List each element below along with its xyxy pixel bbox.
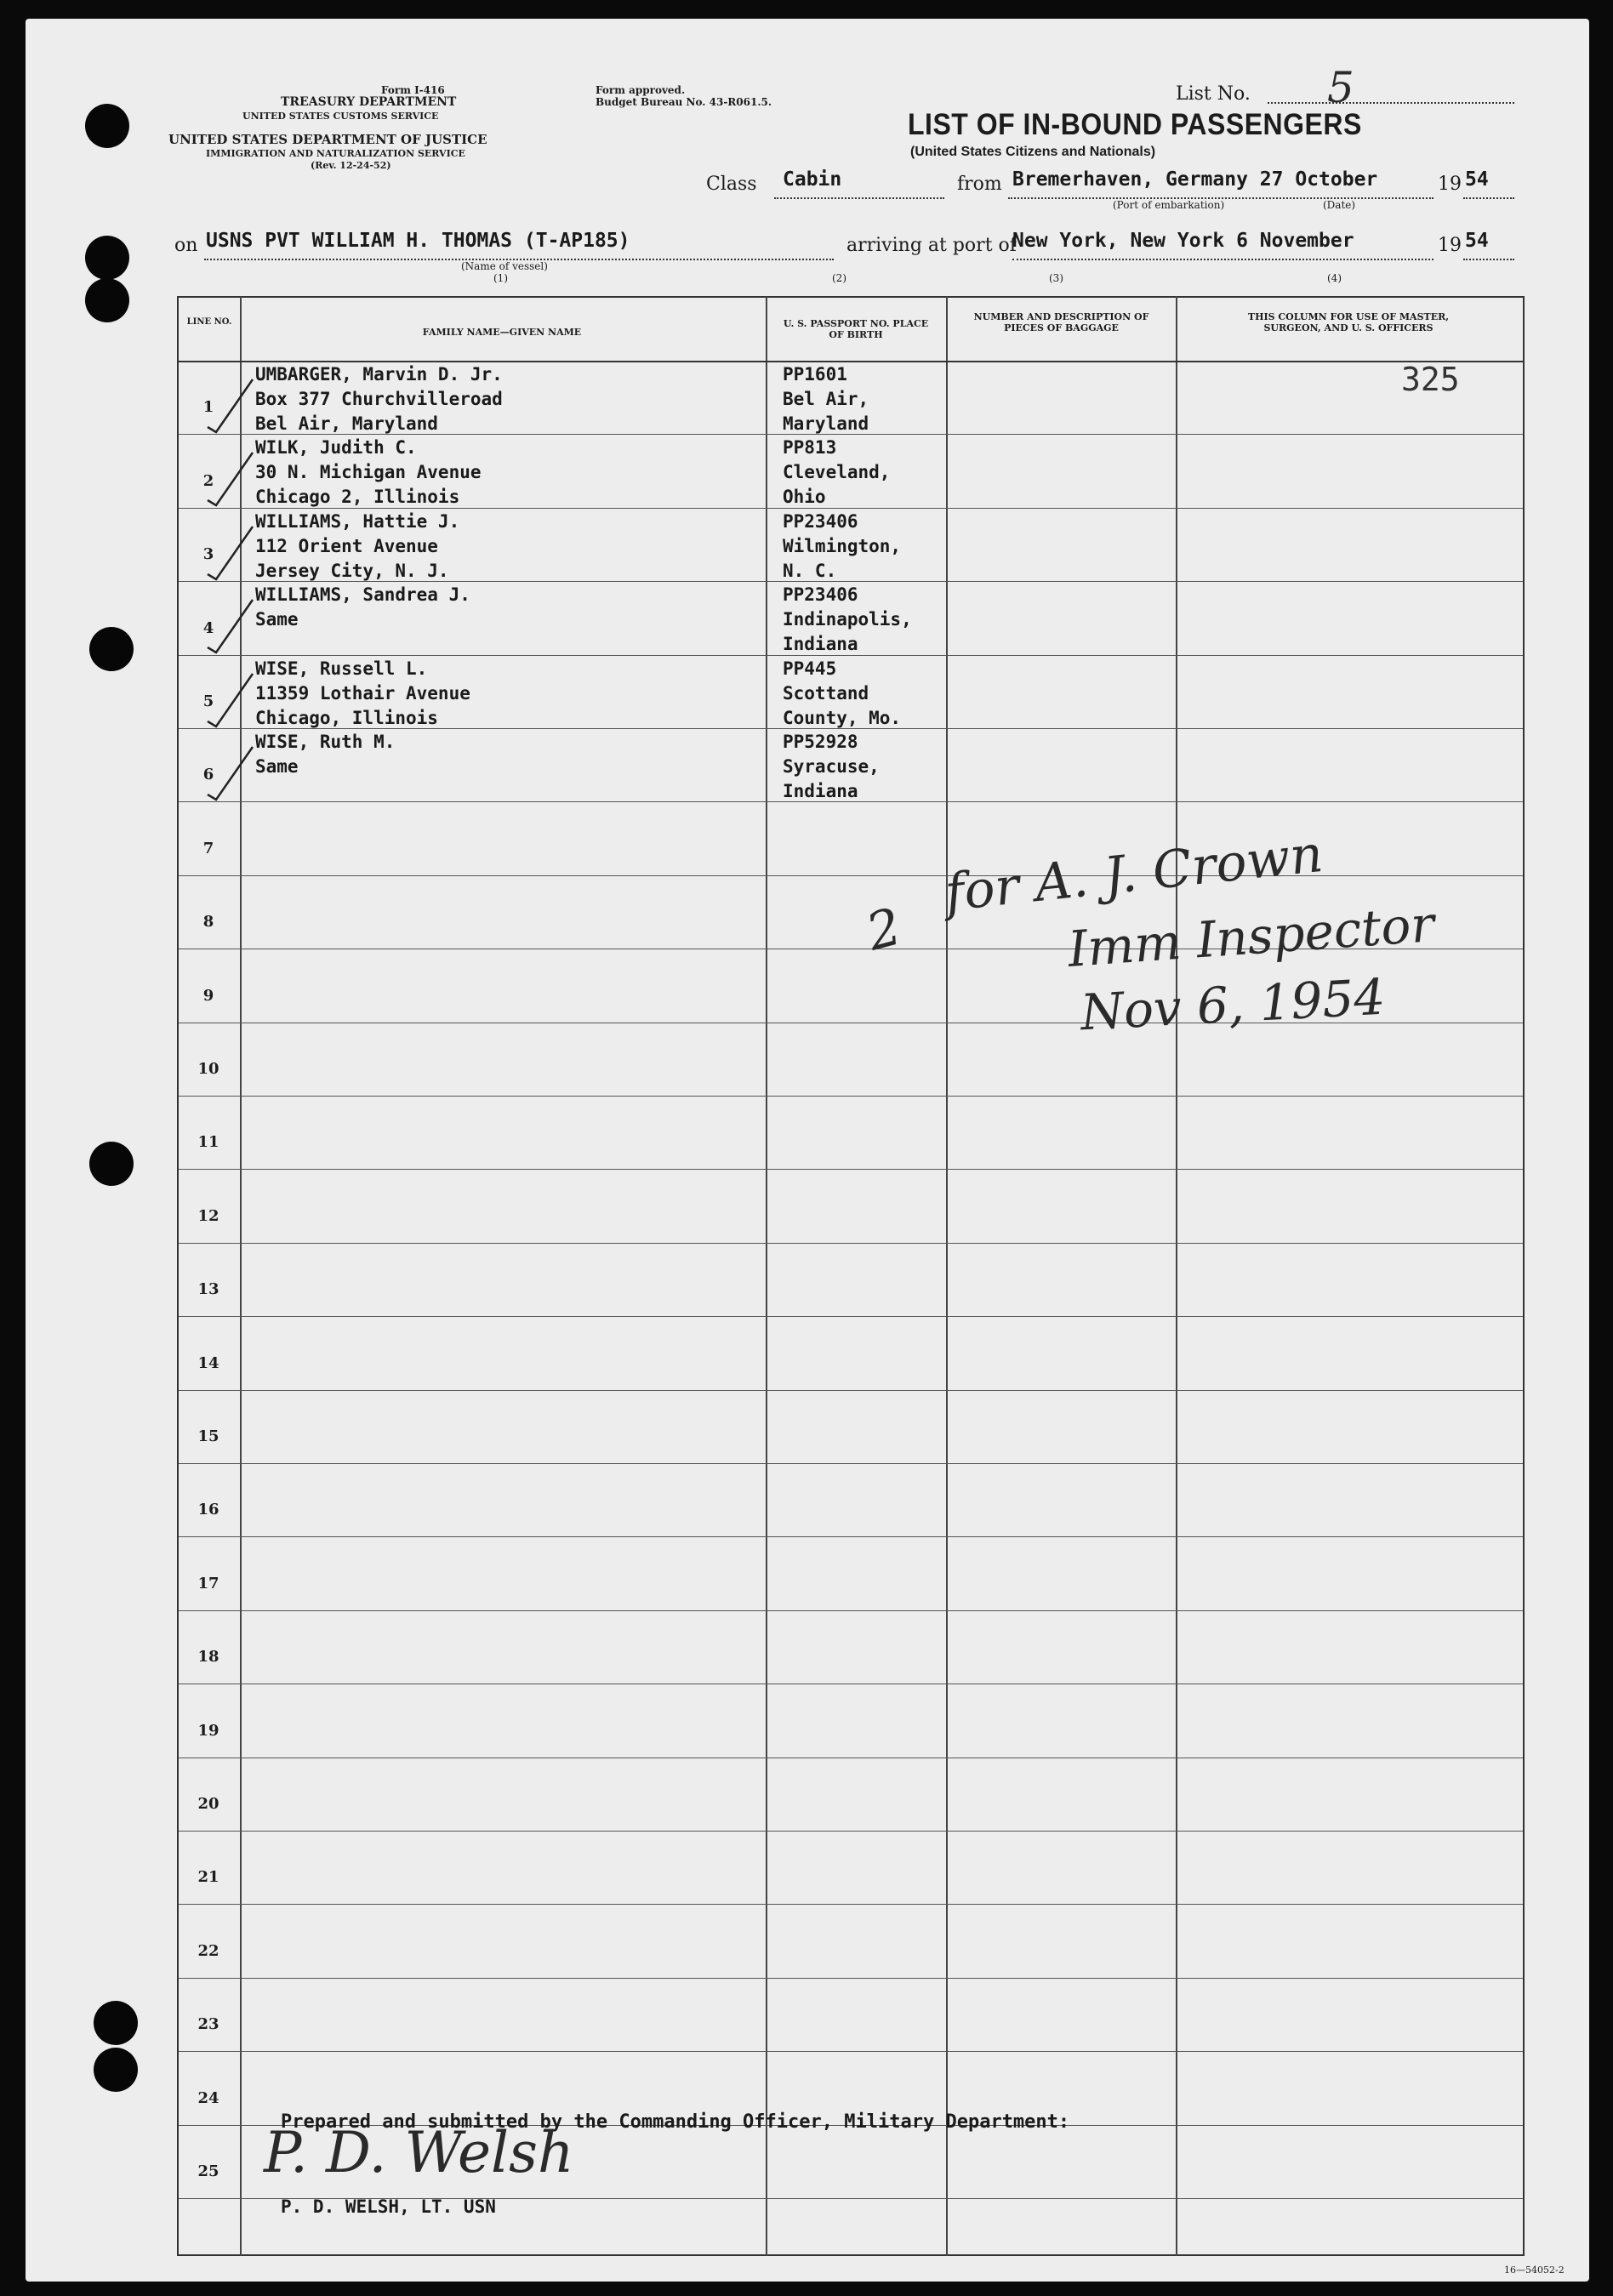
check-mark — [206, 523, 257, 583]
line-number: 3 — [202, 545, 214, 564]
passport-place-line: PP813 — [783, 437, 837, 459]
table-row-rule — [179, 2051, 1523, 2052]
passport-place-line: Cleveland, — [783, 462, 891, 483]
passport-place-line: Ohio — [783, 487, 826, 508]
passport-place-line: PP445 — [783, 658, 837, 679]
inspector-note-line-2: Imm Inspector — [1066, 895, 1437, 978]
passenger-name-line: Jersey City, N. J. — [255, 560, 449, 581]
line-number: 6 — [202, 766, 214, 784]
table-row-rule — [179, 1610, 1523, 1611]
passport-place-line: PP1601 — [783, 364, 847, 385]
passenger-name-line: WISE, Ruth M. — [255, 732, 396, 752]
from-year: 54 — [1465, 168, 1489, 191]
arrival-underline — [1012, 259, 1433, 260]
table-divider-baggage-col — [1176, 296, 1177, 2256]
footer-code: 16—54052-2 — [1504, 2265, 1565, 2276]
passport-place-line: Wilmington, — [783, 535, 902, 556]
department-of-justice: UNITED STATES DEPARTMENT OF JUSTICE — [168, 132, 487, 147]
passenger-name-line: WILLIAMS, Sandrea J. — [255, 584, 470, 606]
class-value: Cabin — [783, 168, 842, 191]
budget-bureau: Budget Bureau No. 43-R061.5. — [596, 96, 772, 108]
table-divider-passport-col — [946, 296, 948, 2256]
table-divider-line-col — [240, 296, 242, 2256]
passenger-name-line: Chicago, Illinois — [255, 707, 438, 728]
line-number: 14 — [197, 1353, 219, 1372]
passenger-name-line: WISE, Russell L. — [255, 658, 428, 679]
passport-place-line: Bel Air, — [783, 389, 869, 409]
passenger-name-line: 112 Orient Avenue — [255, 535, 438, 556]
customs-service: UNITED STATES CUSTOMS SERVICE — [242, 111, 439, 122]
binder-hole-3 — [85, 278, 129, 322]
treasury-department: TREASURY DEPARTMENT — [281, 95, 457, 109]
line-number: 17 — [197, 1574, 219, 1592]
line-number: 24 — [197, 2088, 219, 2107]
form-number: Form I-416 — [381, 84, 445, 96]
column-number-3: (3) — [1049, 272, 1063, 284]
line-number: 22 — [197, 1941, 219, 1960]
check-mark — [206, 743, 257, 803]
passport-place-line: PP23406 — [783, 584, 858, 606]
line-number: 9 — [202, 986, 214, 1005]
line-number: 8 — [202, 913, 214, 932]
table-row-rule — [179, 1243, 1523, 1244]
column-header-name: FAMILY NAME—GIVEN NAME — [422, 327, 582, 338]
table-row-rule — [179, 1390, 1523, 1391]
line-number: 23 — [197, 2015, 219, 2034]
column-header-passport: U. S. PASSPORT NO. PLACE OF BIRTH — [783, 318, 929, 340]
list-no-label: List No. — [1176, 83, 1251, 105]
line-number: 19 — [197, 1721, 219, 1740]
table-row-rule — [179, 1978, 1523, 1979]
line-number: 25 — [197, 2162, 219, 2180]
passenger-name-line: WILLIAMS, Hattie J. — [255, 510, 460, 532]
passport-place-line: N. C. — [783, 560, 837, 581]
line-number: 21 — [197, 1868, 219, 1887]
date-caption: (Date) — [1323, 199, 1356, 211]
column-number-1: (1) — [493, 272, 508, 284]
arrival-value: New York, New York 6 November — [1012, 230, 1354, 252]
page-subtitle: (United States Citizens and Nationals) — [910, 145, 1156, 159]
check-mark — [206, 596, 257, 656]
passport-place-line: County, Mo. — [783, 707, 902, 728]
line-number: 2 — [202, 471, 214, 490]
passport-place-line: Scottand — [783, 682, 869, 704]
binder-hole-4 — [89, 627, 134, 671]
list-no-value: 5 — [1327, 63, 1354, 112]
check-mark — [206, 670, 257, 730]
line-number: 11 — [197, 1133, 219, 1152]
passenger-name-line: Same — [255, 756, 299, 777]
class-label: Class — [706, 174, 757, 195]
from-value: Bremerhaven, Germany 27 October — [1012, 168, 1378, 191]
column-number-2: (2) — [832, 272, 846, 284]
ins-service: IMMIGRATION AND NATURALIZATION SERVICE — [206, 148, 465, 159]
line-number: 4 — [202, 618, 214, 637]
from-year-prefix: 19 — [1438, 174, 1462, 195]
on-label: on — [174, 235, 198, 256]
passport-place-line: PP23406 — [783, 510, 858, 532]
line-number: 12 — [197, 1206, 219, 1225]
line-number: 15 — [197, 1427, 219, 1445]
handwritten-signature: P. D. Welsh — [264, 2120, 574, 2185]
arriving-label: arriving at port of — [846, 235, 1017, 256]
table-row-rule — [179, 1904, 1523, 1905]
line-number: 18 — [197, 1648, 219, 1666]
inspector-initials: 2 — [860, 897, 908, 963]
inspector-note-line-1: for A. J. Crown — [942, 823, 1326, 924]
line-number: 10 — [197, 1060, 219, 1078]
passenger-name-line: UMBARGER, Marvin D. Jr. — [255, 364, 503, 385]
table-row-rule — [179, 1169, 1523, 1170]
table-row-rule — [179, 1463, 1523, 1464]
prepared-by-text: Prepared and submitted by the Commanding Officer, Military Department: — [281, 2111, 1070, 2133]
check-mark — [206, 376, 257, 436]
table-row-rule — [179, 1831, 1523, 1832]
vessel-name: USNS PVT WILLIAM H. THOMAS (T-AP185) — [206, 230, 630, 252]
passport-place-line: Syracuse, — [783, 756, 880, 777]
passenger-name-line: Chicago 2, Illinois — [255, 487, 460, 508]
passenger-name-line: Bel Air, Maryland — [255, 413, 438, 434]
from-label: from — [957, 174, 1002, 195]
passport-place-line: Indinapolis, — [783, 609, 912, 630]
check-mark — [206, 449, 257, 509]
form-approved: Form approved. — [596, 84, 686, 96]
line-number: 7 — [202, 839, 214, 857]
binder-hole-5 — [89, 1142, 134, 1186]
arrival-year: 54 — [1465, 230, 1489, 252]
column-number-4: (4) — [1327, 272, 1342, 284]
inspector-note-line-3: Nov 6, 1954 — [1079, 967, 1387, 1042]
page-title: LIST OF IN-BOUND PASSENGERS — [908, 107, 1362, 141]
line-number: 13 — [197, 1280, 219, 1299]
form-revision: (Rev. 12-24-52) — [311, 160, 391, 171]
binder-hole-6 — [94, 2001, 138, 2045]
column-header-officers: THIS COLUMN FOR USE OF MASTER, SURGEON, AND U. S. OFFICERS — [1247, 311, 1450, 333]
passenger-name-line: 11359 Lothair Avenue — [255, 682, 470, 704]
passenger-name-line: Same — [255, 609, 299, 630]
arrival-year-prefix: 19 — [1438, 235, 1462, 256]
port-caption: (Port of embarkation) — [1113, 199, 1225, 211]
line-number: 16 — [197, 1501, 219, 1519]
arrival-year-underline — [1463, 259, 1514, 260]
vessel-caption: (Name of vessel) — [461, 260, 548, 272]
line-number: 1 — [202, 398, 214, 417]
list-no-underline — [1268, 102, 1514, 104]
line-number: 20 — [197, 1795, 219, 1813]
manifest-page — [26, 19, 1589, 2282]
column-header-baggage: NUMBER AND DESCRIPTION OF PIECES OF BAGGAGE — [973, 311, 1149, 333]
line-number: 5 — [202, 692, 214, 710]
binder-hole-7 — [94, 2048, 138, 2092]
passport-place-line: PP52928 — [783, 732, 858, 752]
passenger-name-line: 30 N. Michigan Avenue — [255, 462, 482, 483]
table-row-rule — [179, 1536, 1523, 1537]
passport-place-line: Indiana — [783, 634, 858, 655]
binder-hole-1 — [85, 104, 129, 148]
binder-hole-2 — [85, 236, 129, 280]
column-header-line: LINE NO. — [186, 317, 232, 327]
class-underline — [774, 197, 944, 199]
table-divider-name-col — [766, 296, 767, 2256]
passenger-name-line: WILK, Judith C. — [255, 437, 417, 459]
typed-signature-name: P. D. WELSH, LT. USN — [281, 2196, 496, 2217]
table-row-rule — [179, 1096, 1523, 1097]
passport-place-line: Indiana — [783, 781, 858, 801]
passenger-name-line: Box 377 Churchvilleroad — [255, 389, 503, 409]
passport-place-line: Maryland — [783, 413, 869, 434]
stamp-number: 325 — [1401, 361, 1460, 398]
table-row-rule — [179, 1316, 1523, 1317]
from-year-underline — [1463, 197, 1514, 199]
